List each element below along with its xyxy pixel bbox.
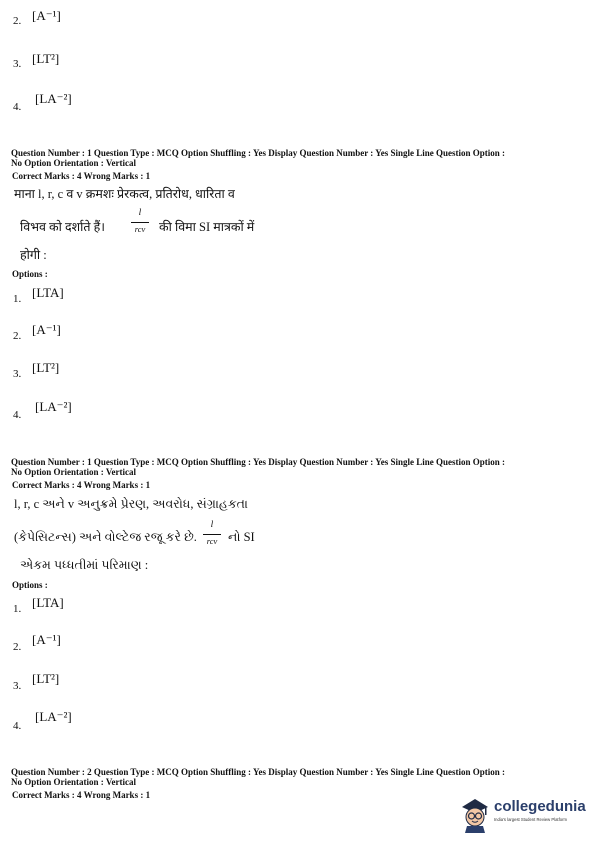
options-label: Options :: [12, 580, 48, 590]
question-text-line3: होगी :: [20, 248, 47, 262]
question-text-line2b: की विमा SI मात्रकों में: [159, 220, 255, 234]
question-meta-line1: Question Number : 2 Question Type : MCQ Option Shuffling : Yes Display Question Number : Yes Single Line Question Option :: [11, 767, 505, 777]
option-number: 1.: [13, 603, 22, 615]
question-meta: [11, 767, 586, 787]
marks-line: Correct Marks : 4 Wrong Marks : 1: [12, 480, 151, 490]
question-meta: [11, 457, 586, 477]
option-value: [LA⁻²]: [35, 709, 72, 724]
option-value: [LA⁻²]: [35, 399, 72, 414]
option-number: 2.: [13, 15, 22, 27]
option-number: 2.: [13, 330, 22, 342]
mascot-icon: [458, 795, 492, 833]
fraction-numerator: l: [210, 520, 214, 530]
question-meta-line2: No Option Orientation : Vertical: [11, 158, 136, 168]
option-number: 3.: [13, 58, 22, 70]
question-meta-line2: No Option Orientation : Vertical: [11, 777, 136, 787]
fraction-numerator: l: [138, 208, 142, 218]
option-value: [A⁻¹]: [32, 632, 61, 647]
logo-name: collegedunia: [494, 798, 586, 815]
fraction-denominator: rcv: [134, 224, 146, 234]
option-number: 4.: [13, 101, 22, 113]
marks-line: Correct Marks : 4 Wrong Marks : 1: [12, 171, 151, 181]
marks-line: Correct Marks : 4 Wrong Marks : 1: [12, 790, 151, 800]
option-number: 4.: [13, 409, 22, 421]
question-text-line1: माना l, r, c व v क्रमशः प्रेरकत्व, प्रतिरोध, धारिता व: [14, 187, 235, 201]
logo-tagline: India's largest Student Review Platform: [494, 817, 567, 822]
question-meta-line1: Question Number : 1 Question Type : MCQ Option Shuffling : Yes Display Question Number : Yes Single Line Question Option :: [11, 148, 505, 158]
option-value: [A⁻¹]: [32, 322, 61, 337]
fraction-denominator: rcv: [206, 536, 218, 546]
option-number: 2.: [13, 641, 22, 653]
question-meta-line1: Question Number : 1 Question Type : MCQ Option Shuffling : Yes Display Question Number : Yes Single Line Question Option :: [11, 457, 505, 467]
option-value: [LT²]: [32, 360, 60, 375]
question-text-line2a: विभव को दर्शाते हैं।: [20, 220, 106, 234]
option-number: 3.: [13, 680, 22, 692]
collegedunia-logo: [458, 795, 588, 835]
option-number: 1.: [13, 293, 22, 305]
question-meta-line2: No Option Orientation : Vertical: [11, 467, 136, 477]
fraction-bar: [131, 222, 149, 223]
question-text-line1: l, r, c અને v અનુક્રમે પ્રેરણ, અવરોધ, સંગ્રાહકતા: [14, 497, 248, 511]
fraction-bar: [203, 534, 221, 535]
option-value: [LA⁻²]: [35, 91, 72, 106]
question-meta: [11, 148, 586, 168]
question-text-line3: એકમ પધ્ધતીમાં પરિમાણ :: [20, 558, 149, 572]
option-value: [A⁻¹]: [32, 8, 61, 23]
options-label: Options :: [12, 269, 48, 279]
question-text-line2b: નો SI: [228, 530, 255, 544]
option-number: 4.: [13, 720, 22, 732]
option-value: [LT²]: [32, 671, 60, 686]
question-text-line2a: (કેપેસિટન્સ) અને વોલ્ટેજ રજૂ કરે છે.: [14, 530, 197, 544]
option-number: 3.: [13, 368, 22, 380]
option-value: [LTA]: [32, 285, 64, 300]
option-value: [LT²]: [32, 51, 60, 66]
option-value: [LTA]: [32, 595, 64, 610]
